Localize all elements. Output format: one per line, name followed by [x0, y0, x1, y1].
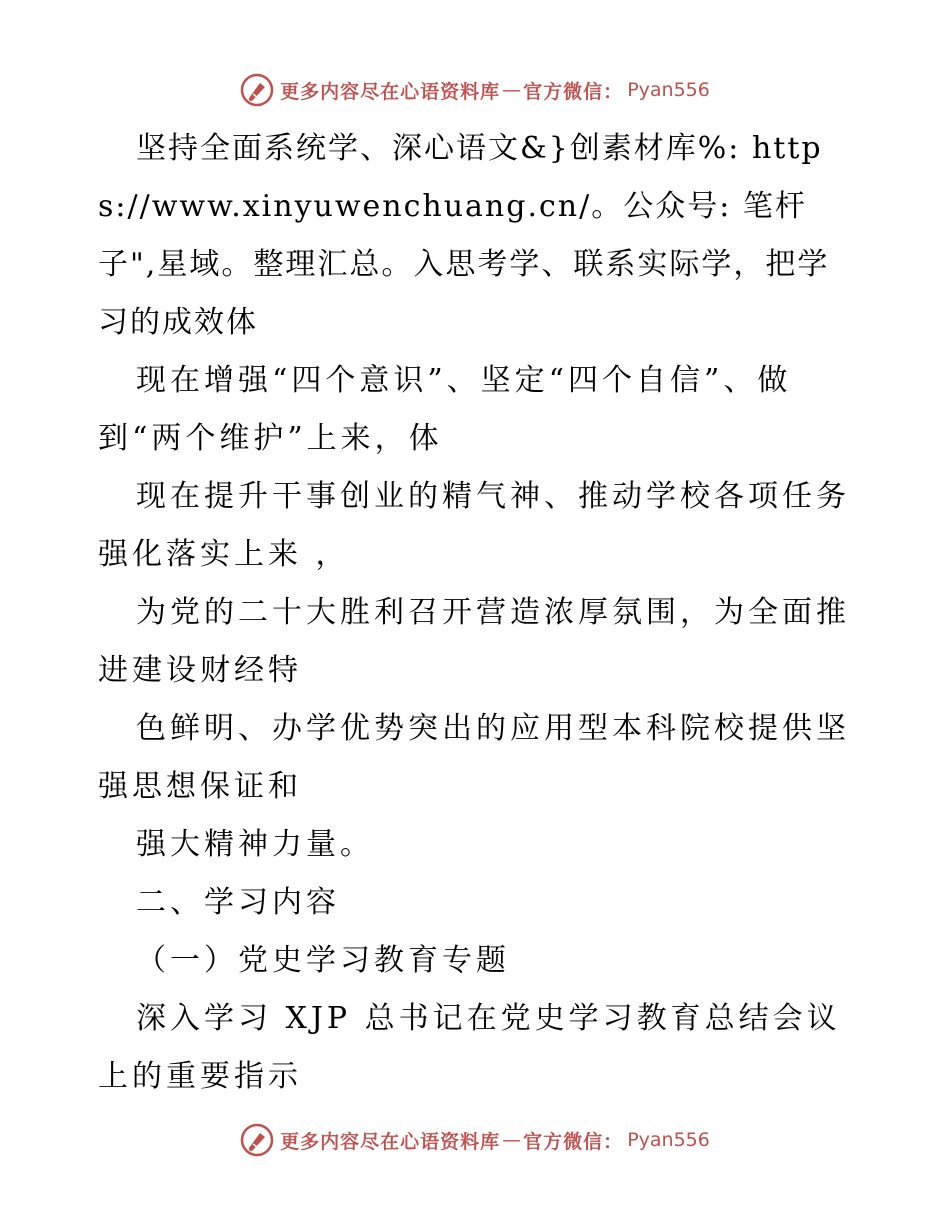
watermark-wechat-label: 官方微信： [523, 1130, 624, 1153]
watermark-wechat-label: 官方微信： [523, 80, 624, 103]
subsection-heading: （一）党史学习教育专题 [136, 943, 510, 978]
pen-nib-logo-icon [240, 73, 274, 107]
paragraph-5: 色鲜明、办学优势突出的应用型本科院校提供坚强思想保证和 [98, 711, 850, 804]
paragraph-1: 坚持全面系统学、深心语文&}创素材库%: https://www.xinyuwenchuang.cn/。公众号: 笔杆子",星域。整理汇总。入思考学、联系实际学，把学习的成效体 [98, 131, 830, 340]
paragraph-7: 深入学习 XJP 总书记在党史学习教育总结会议上的重要指示 [98, 1001, 841, 1094]
watermark-separator: — [502, 79, 522, 101]
paragraph-3: 现在提升干事创业的精气神、推动学校各项任务强化落实上来 ， [98, 479, 850, 572]
footer-watermark-banner [0, 1120, 950, 1160]
header-watermark-banner [0, 70, 950, 110]
section-heading: 二、学习内容 [136, 885, 340, 920]
paragraph-6: 强大精神力量。 [136, 827, 374, 862]
watermark-main-text: 更多内容尽在心语资料库 [280, 80, 501, 103]
watermark-wechat-id: Pyan556 [627, 1129, 710, 1151]
watermark-main-text: 更多内容尽在心语资料库 [280, 1130, 501, 1153]
watermark-separator: — [502, 1129, 522, 1151]
paragraph-2: 现在增强“四个意识”、坚定“四个自信”、做到“两个维护”上来，体 [98, 363, 792, 456]
pen-nib-logo-icon [240, 1123, 274, 1157]
document-body [98, 120, 858, 1106]
watermark-wechat-id: Pyan556 [627, 79, 710, 101]
paragraph-4: 为党的二十大胜利召开营造浓厚氛围，为全面推进建设财经特 [98, 595, 850, 688]
